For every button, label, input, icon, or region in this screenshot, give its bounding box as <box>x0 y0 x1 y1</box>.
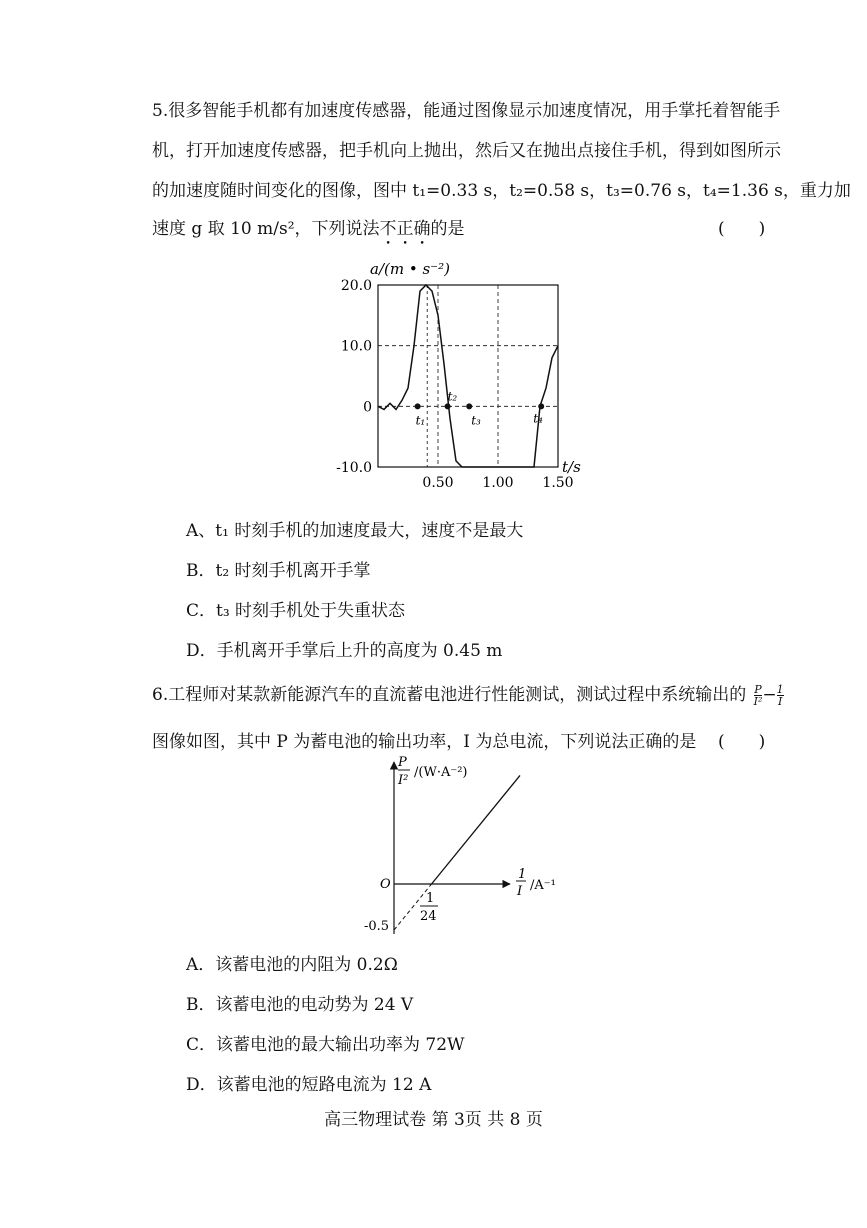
q6-option-c[interactable]: C．该蓄电池的最大输出功率为 72W <box>186 1035 465 1055</box>
acceleration-curve <box>378 285 558 467</box>
y-tick-label: -10.0 <box>336 460 372 476</box>
q5-emphasis-not-correct: 不正确 <box>379 219 431 239</box>
y-tick-label: 0 <box>363 399 372 416</box>
q5-option-b[interactable]: B．t₂ 时刻手机离开手掌 <box>186 561 371 581</box>
time-marker-4 <box>538 403 544 409</box>
q5-stem-line-4-b: 的是 <box>430 219 465 239</box>
svg-text:P: P <box>398 755 407 770</box>
q5-stem-line-2: 机，打开加速度传感器，把手机向上抛出，然后又在抛出点接住手机，得到如图所示 <box>152 141 781 161</box>
y-axis-label <box>397 755 467 788</box>
time-marker-label-4: t₄ <box>533 411 543 426</box>
fraction-numerator: P <box>754 683 762 696</box>
x-intercept-label <box>420 891 438 924</box>
y-tick-label: 20.0 <box>340 278 372 294</box>
svg-text:I: I <box>517 884 523 899</box>
grid <box>378 285 558 467</box>
x-tick-label: 1.50 <box>542 475 574 491</box>
svg-text:24: 24 <box>420 909 437 924</box>
plot-frame <box>378 285 558 467</box>
origin-label: O <box>380 877 391 892</box>
x-axis-label: t/s <box>562 458 581 476</box>
q5-stem-line-4 <box>152 214 465 249</box>
q6-option-b[interactable]: B．该蓄电池的电动势为 24 V <box>186 995 414 1015</box>
svg-text:/A⁻¹: /A⁻¹ <box>530 878 556 893</box>
q6-stem-line-1-text: 6.工程师对某款新能源汽车的直流蓄电池进行性能测试，测试过程中系统输出的 <box>152 685 747 705</box>
fraction-denominator: I² <box>753 695 763 708</box>
time-marker-label-1: t₁ <box>415 413 426 428</box>
q6-stem-line-2: 图像如图，其中 P 为蓄电池的输出功率，I 为总电流，下列说法正确的是 <box>152 732 697 752</box>
y-intercept-label: -0.5 <box>364 919 390 934</box>
data-line <box>432 775 520 884</box>
fraction-1-over-i <box>777 684 784 707</box>
time-marker-label-2: t₂ <box>447 389 458 404</box>
time-marker-1 <box>415 403 421 409</box>
svg-text:/(W·A⁻²): /(W·A⁻²) <box>414 765 468 780</box>
q6-option-d[interactable]: D．该蓄电池的短路电流为 12 A <box>186 1075 432 1095</box>
x-tick-label: 0.50 <box>422 475 454 491</box>
q5-stem-line-3: 的加速度随时间变化的图像，图中 t₁=0.33 s，t₂=0.58 s，t₃=0.76 s，t₄=1.36 s，重力加 <box>152 181 851 201</box>
q5-stem-line-1: 5.很多智能手机都有加速度传感器，能通过图像显示加速度情况，用手掌托着智能手 <box>152 101 781 121</box>
q5-option-a[interactable]: A、t₁ 时刻手机的加速度最大，速度不是最大 <box>186 521 524 541</box>
q5-stem-line-4-a: 速度 g 取 10 m/s²，下列说法 <box>152 219 380 239</box>
q6-answer-paren: ( ) <box>718 732 766 752</box>
page-footer: 高三物理试卷 第 3页 共 8 页 <box>324 1110 543 1130</box>
acceleration-time-chart <box>330 252 590 500</box>
y-axis-label: a/(m • s⁻²) <box>370 260 450 278</box>
fraction-denominator: I <box>777 695 783 708</box>
svg-text:1: 1 <box>518 867 527 882</box>
svg-text:I²: I² <box>398 773 409 788</box>
time-marker-2 <box>445 403 451 409</box>
q6-option-a[interactable]: A．该蓄电池的内阻为 0.2Ω <box>186 955 398 975</box>
q5-option-c[interactable]: C．t₃ 时刻手机处于失重状态 <box>186 601 406 621</box>
q5-option-d[interactable]: D．手机离开手掌后上升的高度为 0.45 m <box>186 641 503 661</box>
q5-answer-paren: ( ) <box>718 219 766 239</box>
x-tick-label: 1.00 <box>482 475 514 491</box>
svg-text:1: 1 <box>426 891 435 906</box>
time-marker-label-3: t₃ <box>471 413 481 428</box>
y-tick-label: 10.0 <box>340 338 372 355</box>
minus-sign: − <box>762 685 777 705</box>
x-axis-label <box>516 867 556 899</box>
fraction-numerator: 1 <box>776 683 784 696</box>
q6-stem-line-1 <box>152 680 784 707</box>
power-current-chart <box>358 752 568 942</box>
time-marker-3 <box>466 403 472 409</box>
